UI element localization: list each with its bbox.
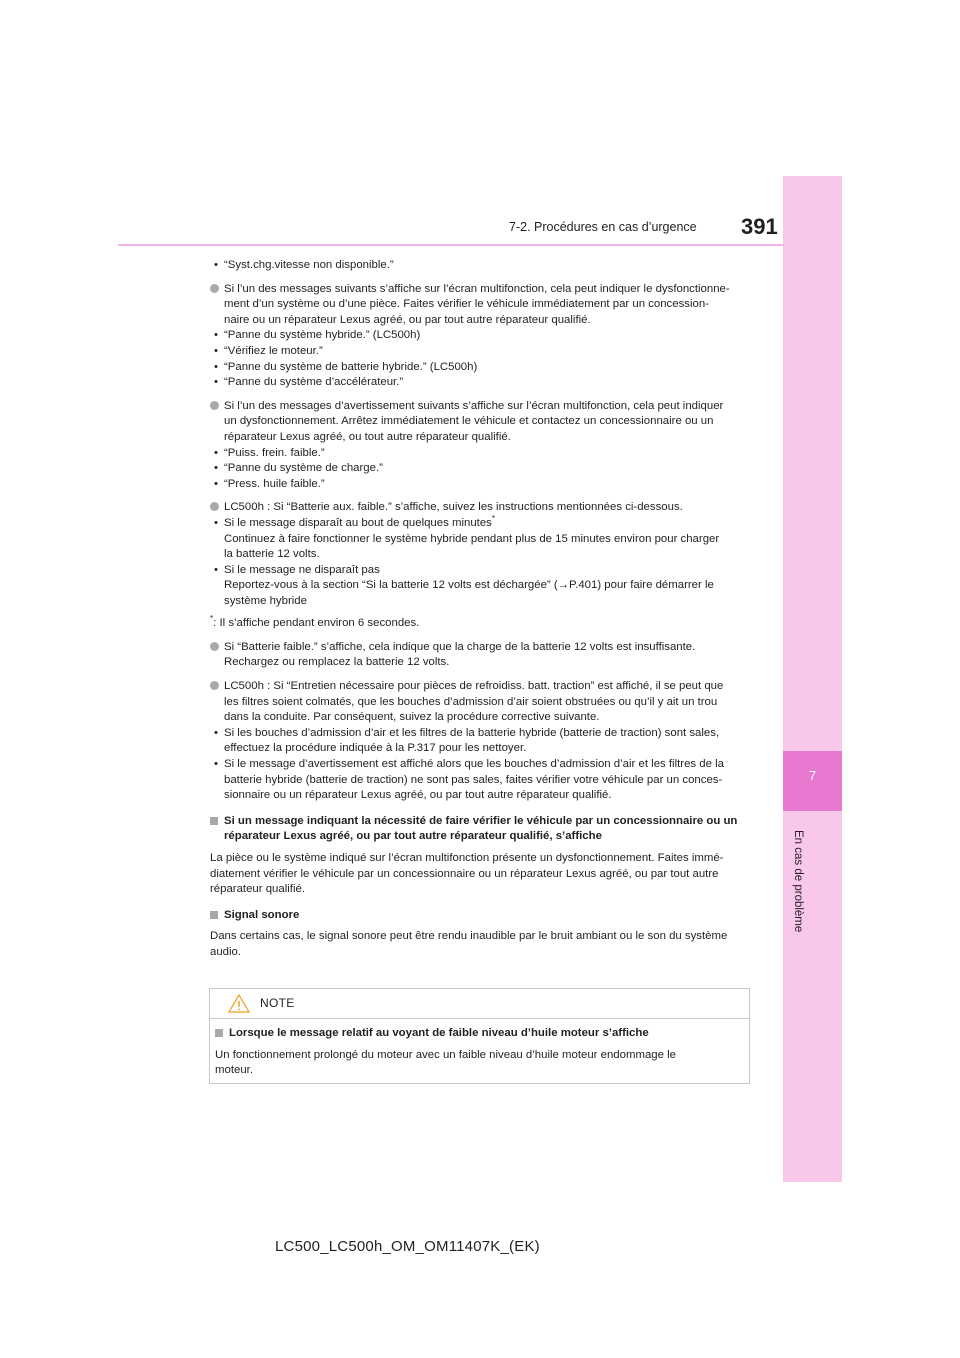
list-item: • “Panne du système d’accélérateur.” [214, 376, 404, 389]
section-title: 7-2. Procédures en cas d’urgence [509, 220, 697, 234]
info-paragraph-1: Si l’un des messages suivants s’affiche sur l’écran multifonction, cela peut indiquer le dysfonctionne- ment d’un système ou d’une pièce. Faites vérifier le véhicule immédiatement par un concession- naire ou un réparateur Lexus agréé, ou par tout autre réparateur qualifié. [210, 282, 750, 329]
bullet-dot-icon [210, 401, 219, 410]
note-body: Lorsque le message relatif au voyant de faible niveau d’huile moteur s’affiche Un fonctionnement prolongé du moteur avec un faible niveau d’huile moteur endommage le moteur. [210, 1019, 749, 1079]
list-item: • Si les bouches d’admission d’air et les filtres de la batterie hybride (batterie de traction) sont sales, [214, 726, 720, 739]
list-item: • “Panne du système de batterie hybride.” (LC500h) [214, 360, 478, 373]
body-paragraph: La pièce ou le système indiqué sur l’écran multifonction présente un dysfonctionnement. Faites immé- diatement vérifier le véhicule par un concessionnaire ou un réparateur Lexus agréé, ou par tout autre réparateur qualifié. [210, 851, 724, 896]
info-paragraph-2: Si l’un des messages d’avertissement suivants s’affiche sur l’écran multifonction, cela peut indiquer un dysfonctionnement. Arrêtez immédiatement le véhicule et contactez un concessionnaire ou un réparateur Lexus agréé, ou tout autre réparateur qualifié. [210, 399, 750, 446]
info-paragraph-5: LC500h : Si “Entretien nécessaire pour pièces de refroidiss. batt. traction” est affiché, il se peut que les filtres soient colmatés, que les bouches d’admission d’air soient obstruées ou qu’il y ait un trou dans la conduite. Par conséquent, suivez la procédure corrective suivante. [210, 679, 750, 726]
list-item: • “Vérifiez le moteur.” [214, 344, 323, 357]
page-number: 391 [741, 214, 778, 239]
list-item: • “Puiss. frein. faible.” [214, 446, 325, 459]
chapter-label: En cas de problème [792, 830, 804, 933]
bullet-dot-icon [210, 642, 219, 651]
list-item: • “Panne du système de charge.” [214, 462, 383, 475]
note-header [210, 989, 749, 1019]
square-bullet-icon [215, 1029, 223, 1037]
subheading-signal-sonore: Signal sonore [210, 908, 750, 924]
list-item: • “Press. huile faible.” [214, 477, 325, 490]
document-footer-code: LC500_LC500h_OM_OM11407K_(EK) [275, 1238, 540, 1255]
footnote: *: Il s’affiche pendant environ 6 secondes. [210, 614, 420, 630]
bullet-dot-icon [210, 502, 219, 511]
body-paragraph: Dans certains cas, le signal sonore peut être rendu inaudible par le bruit ambiant ou le son du système audio. [210, 930, 728, 958]
note-heading: Lorsque le message relatif au voyant de faible niveau d’huile moteur s’affiche [215, 1026, 744, 1042]
note-label: NOTE [260, 996, 295, 1010]
header-rule [118, 244, 784, 246]
info-paragraph-3: LC500h : Si “Batterie aux. faible.” s’affiche, suivez les instructions mentionnées ci-dessous. [210, 500, 750, 516]
note-box [209, 988, 750, 1084]
warning-triangle-icon [228, 994, 250, 1013]
square-bullet-icon [210, 911, 218, 919]
square-bullet-icon [210, 817, 218, 825]
list-item: • “Syst.chg.vitesse non disponible.” [214, 259, 394, 271]
list-item: • “Panne du système hybride.” (LC500h) [214, 329, 421, 342]
list-item: • Si le message d’avertissement est affiché alors que les bouches d’admission d’air et les filtres de la [214, 758, 724, 771]
info-paragraph-4: Si “Batterie faible.” s’affiche, cela indique que la charge de la batterie 12 volts est insuffisante. Rechargez ou remplacez la batterie 12 volts. [210, 640, 750, 671]
list-item: • Si le message ne disparaît pas [214, 563, 380, 576]
cross-reference-link[interactable]: Reportez-vous à la section “Si la batterie 12 volts est déchargée” (→P.401) pour faire démarrer le [224, 579, 714, 592]
page-content: • “Syst.chg.vitesse non disponible.” Si l’un des messages suivants s’affiche sur l’écran multifonction, cela peut indiquer le dysfonctionne- ment d’un système ou d’une pièce. Faites vérifier le véhicule immédiatement par un concession- naire ou un réparateur Lexus agréé, ou par tout autre réparateur qualifié. • “Panne du système hybride.” (LC500h) • “Vérifiez le moteur.” • “Panne du système de batterie hybride.” (LC500h) • “Panne du système d’accélérateur.” Si l’un des messages d’avertissement suivants s’affiche sur l’écran multifonction, cela peut indiquer un dysfonctionnement. Arrêtez immédiatement le véhicule et contactez un concessionnaire ou un réparateur Lexus agréé, ou tout autre réparateur qualifié. • “Puiss. frein. faible.” • “Panne du système de charge.” • “Press. huile faible.” LC500h : Si “Batterie aux. faible.” s’affiche, suivez les instructions mentionnées ci-dessous. • Si le message disparaît au bout de quelques minutes* Continuez à faire fonctionner le système hybride pendant plus de 15 minutes environ pour charger la batterie 12 volts. • Si le message ne disparaît pas Reportez-vous à la section “Si la batterie 12 volts est déchargée” (→P.401) pour faire démarrer le système hybride *: Il s’affiche pendant environ 6 secondes. Si “Batterie faible.” s’affiche, cela indique que la charge de la batterie 12 volts est insuffisante. Rechargez ou remplacez la batterie 12 volts. LC500h : Si “Entretien nécessaire pour pièces de refroidiss. batt. traction” est affiché, il se peut que les filtres soient colmatés, que les bouches d’admission d’air soient obstruées ou qu’il y ait un trou dans la conduite. Par conséquent, suivez la procédure corrective suivante. • Si les bouches d’admission d’air et les filtres de la batterie hybride (batterie de traction) sont sales, effectuez la procédure indiquée à la P.317 pour les nettoyer. • Si le message d’avertissement est affiché alors que les bouches d’admission d’air et les filtres de la batterie hybride (batterie de traction) ne sont pas sales, faites vérifier votre véhicule par un conces- sionnaire ou un réparateur Lexus agréé, ou par tout autre réparateur qualifié. Si un message indiquant la nécessité de faire vérifier le véhicule par un concessionnaire ou un réparateur Lexus agréé, ou par tout autre réparateur qualifié, s’affiche La pièce ou le système indiqué sur l’écran multifonction présente un dysfonctionnement. Faites immé- diatement vérifier le véhicule par un concessionnaire ou un réparateur Lexus agréé, ou par tout autre réparateur qualifié. Signal sonore Dans certains cas, le signal sonore peut être rendu inaudible par le bruit ambiant ou le son du système audio. [210, 258, 750, 961]
list-item: • Si le message disparaît au bout de quelques minutes* [214, 514, 495, 529]
subheading-dealer-check: Si un message indiquant la nécessité de faire vérifier le véhicule par un concessionnaire ou un réparateur Lexus agréé, ou par tout autre réparateur qualifié, s’affiche [210, 814, 750, 845]
chapter-side-tab [783, 176, 842, 1182]
footnote-mark: * [491, 514, 495, 524]
bullet-dot-icon [210, 681, 219, 690]
chapter-number: 7 [808, 768, 817, 783]
bullet-dot-icon [210, 284, 219, 293]
